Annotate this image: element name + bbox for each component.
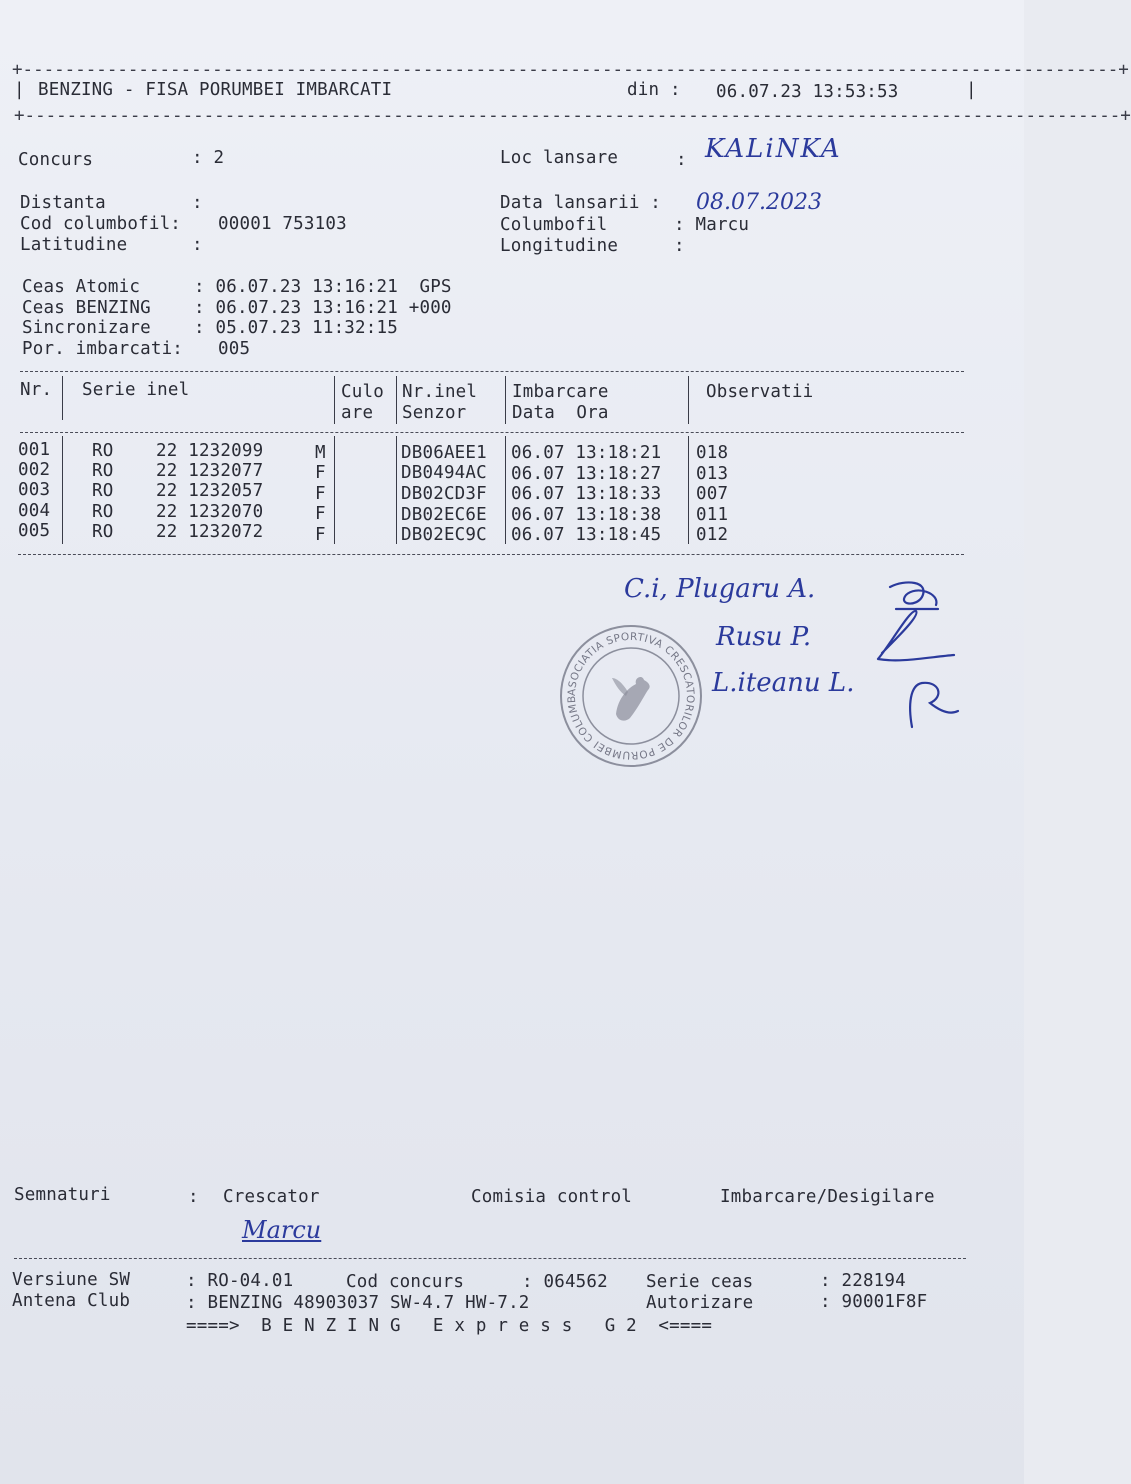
th-nr-inel-2: Senzor (402, 403, 467, 423)
cell-inel: 22 1232070 (156, 502, 264, 522)
cell-data-ora: 06.07 13:18:21 (511, 443, 662, 463)
cell-sex: F (315, 484, 326, 504)
columbofil-value: : Marcu (674, 215, 750, 235)
latitudine-label: Latitudine (20, 235, 128, 255)
cell-obs: 012 (696, 525, 729, 545)
sincronizare-value: : 05.07.23 11:32:15 (194, 318, 398, 338)
cell-nr: 004 (18, 501, 51, 521)
cell-nr: 002 (18, 460, 51, 480)
cell-data-ora: 06.07 13:18:27 (511, 464, 662, 484)
ceas-benzing-label: Ceas BENZING (22, 298, 151, 318)
col-divider-2 (334, 376, 335, 424)
cell-senzor: DB02EC9C (401, 525, 487, 545)
distanta-label: Distanta (20, 193, 106, 213)
cell-senzor: DB0494AC (401, 463, 487, 483)
semnaturi-label: Semnaturi (14, 1185, 111, 1205)
data-lansarii-handwritten: 08.07.2023 (696, 190, 822, 215)
cell-inel: 22 1232072 (156, 522, 264, 542)
commission-name-1: C.i, Plugaru A. (624, 574, 816, 604)
row-divider-3 (396, 436, 397, 544)
cell-senzor: DB06AEE1 (401, 443, 487, 463)
antena-club-label: Antena Club (12, 1291, 131, 1311)
table-header-rule (20, 432, 964, 433)
ceas-benzing-value: : 06.07.23 13:16:21 +000 (194, 298, 452, 318)
cell-inel: 22 1232057 (156, 481, 264, 501)
crescator-label: Crescator (223, 1187, 320, 1207)
loc-lansare-handwritten: KALiNKA (705, 134, 842, 164)
latitudine-value: : (192, 235, 203, 255)
table-bottom-rule (18, 554, 964, 555)
cell-tara: RO (92, 481, 114, 501)
ceas-atomic-label: Ceas Atomic (22, 277, 141, 297)
col-divider-4 (505, 376, 506, 424)
cell-inel: 22 1232077 (156, 461, 264, 481)
col-divider-5 (688, 376, 689, 424)
concurs-value: : 2 (192, 148, 225, 168)
cell-tara: RO (92, 461, 114, 481)
concurs-label: Concurs (18, 150, 94, 170)
antena-club-value: : BENZING 48903037 SW-4.7 HW-7.2 (186, 1293, 530, 1313)
serie-ceas-label: Serie ceas (646, 1272, 754, 1292)
th-culoare-1: Culo (341, 382, 384, 402)
comisia-control-label: Comisia control (471, 1187, 633, 1207)
header-top-rule: +--------------------------------------------------------------------------------------------------------+ (12, 60, 1129, 80)
autorizare-value: : 90001F8F (820, 1292, 928, 1312)
th-culoare-2: are (341, 403, 374, 423)
cell-obs: 007 (696, 484, 729, 504)
th-imbarcare-2: Data Ora (512, 403, 609, 423)
table-top-rule (20, 371, 964, 372)
cell-data-ora: 06.07 13:18:38 (511, 505, 662, 525)
sincronizare-label: Sincronizare (22, 318, 151, 338)
cod-columbofil-label: Cod columbofil: (20, 214, 182, 234)
semnaturi-colon: : (188, 1187, 199, 1207)
loc-lansare-colon: : (676, 150, 687, 170)
versiune-sw-label: Versiune SW (12, 1270, 131, 1290)
row-divider-1 (62, 436, 63, 544)
association-stamp (556, 622, 706, 770)
cell-sex: M (315, 443, 326, 463)
row-divider-2 (334, 436, 335, 544)
cell-sex: F (315, 463, 326, 483)
commission-name-2: Rusu P. (716, 622, 812, 652)
cell-obs: 018 (696, 443, 729, 463)
data-lansarii-label: Data lansarii : (500, 193, 662, 213)
imbarcare-desigilare-label: Imbarcare/Desigilare (720, 1187, 935, 1207)
distanta-value: : (192, 193, 203, 213)
header-title: BENZING - FISA PORUMBEI IMBARCATI (38, 80, 393, 100)
cell-inel: 22 1232099 (156, 441, 264, 461)
cell-nr: 005 (18, 521, 51, 541)
cod-columbofil-value: 00001 753103 (218, 214, 347, 234)
loc-lansare-label: Loc lansare (500, 148, 619, 168)
stamp-text: ASOCIATIA SPORTIVA CRESCATORILOR DE PORUMBEI COLUMB (565, 630, 697, 762)
commission-signatures (860, 575, 970, 735)
cell-sex: F (315, 504, 326, 524)
cell-senzor: DB02CD3F (401, 484, 487, 504)
row-divider-4 (505, 436, 506, 544)
cod-concurs-value: : 064562 (522, 1272, 608, 1292)
cell-tara: RO (92, 441, 114, 461)
th-imbarcare-1: Imbarcare (512, 382, 609, 402)
benzing-brand: ====> B E N Z I N G E x p r e s s G 2 <==== (186, 1316, 713, 1336)
header-din-label: din : (627, 80, 681, 100)
cell-tara: RO (92, 502, 114, 522)
cell-senzor: DB02EC6E (401, 505, 487, 525)
cell-sex: F (315, 525, 326, 545)
col-divider-3 (396, 376, 397, 424)
serie-ceas-value: : 228194 (820, 1271, 906, 1291)
cell-nr: 001 (18, 440, 51, 460)
commission-name-3: L.iteanu L. (712, 668, 855, 698)
header-bottom-rule: +--------------------------------------------------------------------------------------------------------+ (14, 106, 1131, 126)
cell-tara: RO (92, 522, 114, 542)
por-imbarcati-label: Por. imbarcati: (22, 339, 184, 359)
th-observatii: Observatii (706, 382, 814, 402)
ceas-atomic-value: : 06.07.23 13:16:21 GPS (194, 277, 452, 297)
th-nr: Nr. (20, 380, 53, 400)
autorizare-label: Autorizare (646, 1293, 754, 1313)
cell-data-ora: 06.07 13:18:33 (511, 484, 662, 504)
th-nr-inel-1: Nr.inel (402, 382, 478, 402)
footer-rule (14, 1258, 966, 1259)
longitudine-value: : (674, 236, 685, 256)
th-serie-inel: Serie inel (82, 380, 190, 400)
header-left-bar: | (14, 80, 25, 100)
col-divider-1 (62, 376, 63, 420)
cell-data-ora: 06.07 13:18:45 (511, 525, 662, 545)
crescator-signature: Marcu (242, 1216, 322, 1244)
row-divider-5 (688, 436, 689, 544)
versiune-sw-value: : RO-04.01 (186, 1271, 294, 1291)
cell-obs: 013 (696, 464, 729, 484)
stamp-seal-icon (556, 622, 706, 770)
columbofil-label: Columbofil (500, 215, 608, 235)
header-din-value: 06.07.23 13:53:53 (716, 82, 899, 102)
por-imbarcati-value: 005 (218, 339, 251, 359)
cell-nr: 003 (18, 480, 51, 500)
header-right-bar: | (966, 80, 977, 100)
cell-obs: 011 (696, 505, 729, 525)
longitudine-label: Longitudine (500, 236, 619, 256)
cod-concurs-label: Cod concurs (346, 1272, 465, 1292)
